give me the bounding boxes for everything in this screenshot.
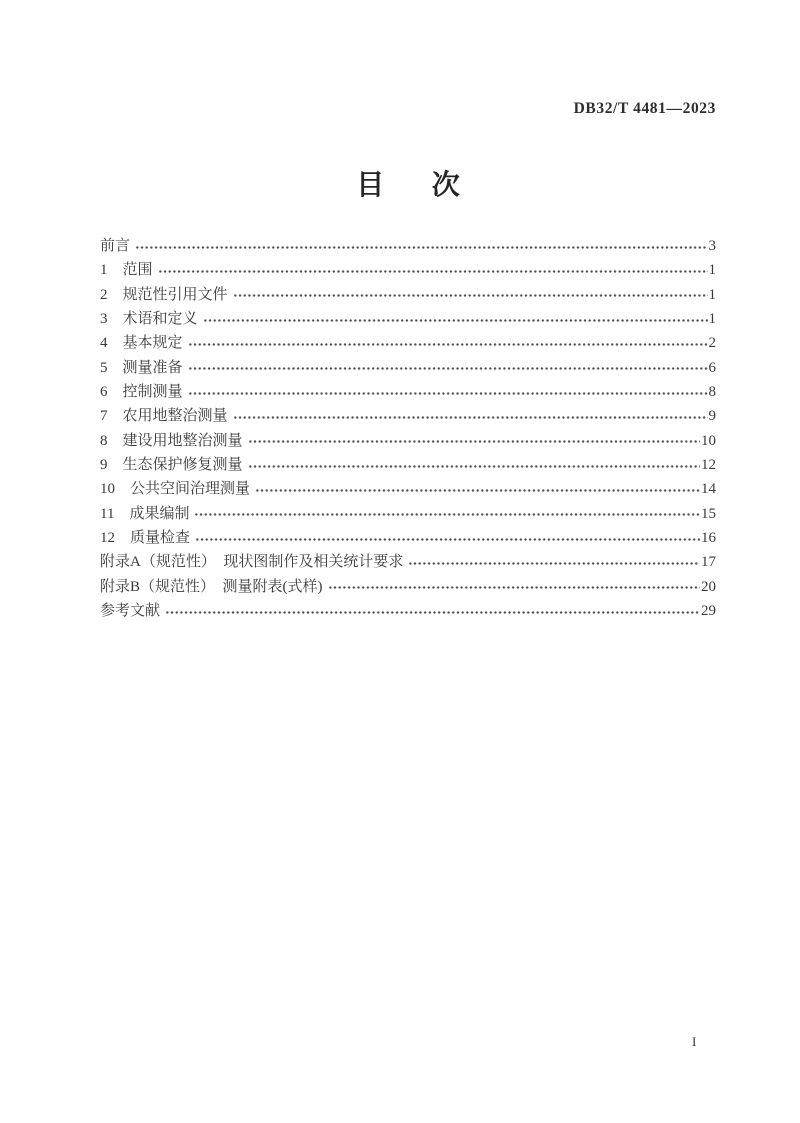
page-number: I <box>692 1034 697 1049</box>
toc-entry <box>100 356 716 380</box>
toc-dot-leader <box>165 611 700 614</box>
toc-dot-leader <box>188 367 708 370</box>
toc-entry-label: 3 术语和定义 <box>100 311 198 328</box>
toc-entry-label: 9 生态保护修复测量 <box>100 457 243 474</box>
toc-entry-label: 1 范围 <box>100 262 153 279</box>
toc-entry-page: 9 <box>708 408 716 425</box>
toc-entry-page: 1 <box>708 286 716 303</box>
toc-entry-label: 7 农用地整治测量 <box>100 408 228 425</box>
toc-entry-label: 5 测量准备 <box>100 359 183 376</box>
toc-entry-page: 10 <box>701 432 716 449</box>
toc-entry-page: 16 <box>701 530 716 547</box>
toc-list <box>100 234 716 624</box>
toc-page-title: 目次 <box>356 170 508 201</box>
toc-dot-leader <box>188 392 708 395</box>
toc-dot-leader <box>248 465 700 468</box>
toc-dot-leader <box>233 416 708 419</box>
toc-entry-label: 附录A（规范性） 现状图制作及相关统计要求 <box>100 554 404 571</box>
toc-dot-leader <box>203 319 708 322</box>
standard-code-header: DB32/T 4481—2023 <box>573 100 716 117</box>
toc-entry <box>100 234 716 258</box>
toc-entry-page: 15 <box>701 505 716 522</box>
toc-entry-page: 1 <box>708 311 716 328</box>
toc-entry <box>100 453 716 477</box>
toc-dot-leader <box>408 562 700 565</box>
toc-entry <box>100 599 716 623</box>
toc-dot-leader <box>188 343 708 346</box>
toc-dot-leader <box>233 294 708 297</box>
toc-entry <box>100 380 716 404</box>
toc-entry-page: 2 <box>708 335 716 352</box>
toc-dot-leader <box>248 440 700 443</box>
toc-entry-page: 12 <box>701 457 716 474</box>
toc-entry <box>100 404 716 428</box>
toc-dot-leader <box>328 586 701 589</box>
toc-entry-page: 6 <box>708 359 716 376</box>
toc-entry-label: 附录B（规范性） 测量附表(式样) <box>100 578 323 595</box>
toc-entry <box>100 307 716 331</box>
toc-entry-page: 14 <box>701 481 716 498</box>
toc-entry-label: 前言 <box>100 238 131 254</box>
toc-entry <box>100 502 716 526</box>
toc-entry <box>100 429 716 453</box>
toc-entry-label: 12 质量检查 <box>100 530 191 547</box>
toc-entry-label: 6 控制测量 <box>100 384 183 401</box>
toc-entry-page: 1 <box>708 262 716 279</box>
toc-entry-label: 参考文献 <box>100 603 161 620</box>
toc-entry-page: 8 <box>708 384 716 401</box>
toc-dot-leader <box>195 538 700 541</box>
toc-entry <box>100 477 716 501</box>
toc-entry-page: 17 <box>701 554 716 571</box>
toc-entry-page: 20 <box>701 578 716 595</box>
toc-entry-label: 10 公共空间治理测量 <box>100 481 251 498</box>
toc-entry <box>100 258 716 282</box>
toc-dot-leader <box>135 246 707 249</box>
toc-entry <box>100 575 716 599</box>
toc-entry-label: 11 成果编制 <box>100 505 190 522</box>
toc-entry-page: 29 <box>701 603 716 620</box>
toc-dot-leader <box>194 513 700 516</box>
toc-entry-label: 2 规范性引用文件 <box>100 286 228 303</box>
toc-dot-leader <box>255 489 700 492</box>
toc-entry <box>100 283 716 307</box>
toc-entry-label: 4 基本规定 <box>100 335 183 352</box>
toc-entry-label: 8 建设用地整治测量 <box>100 432 243 449</box>
toc-entry <box>100 331 716 355</box>
toc-dot-leader <box>158 270 708 273</box>
toc-entry-page: 3 <box>708 238 716 254</box>
toc-entry <box>100 526 716 550</box>
toc-entry <box>100 550 716 574</box>
